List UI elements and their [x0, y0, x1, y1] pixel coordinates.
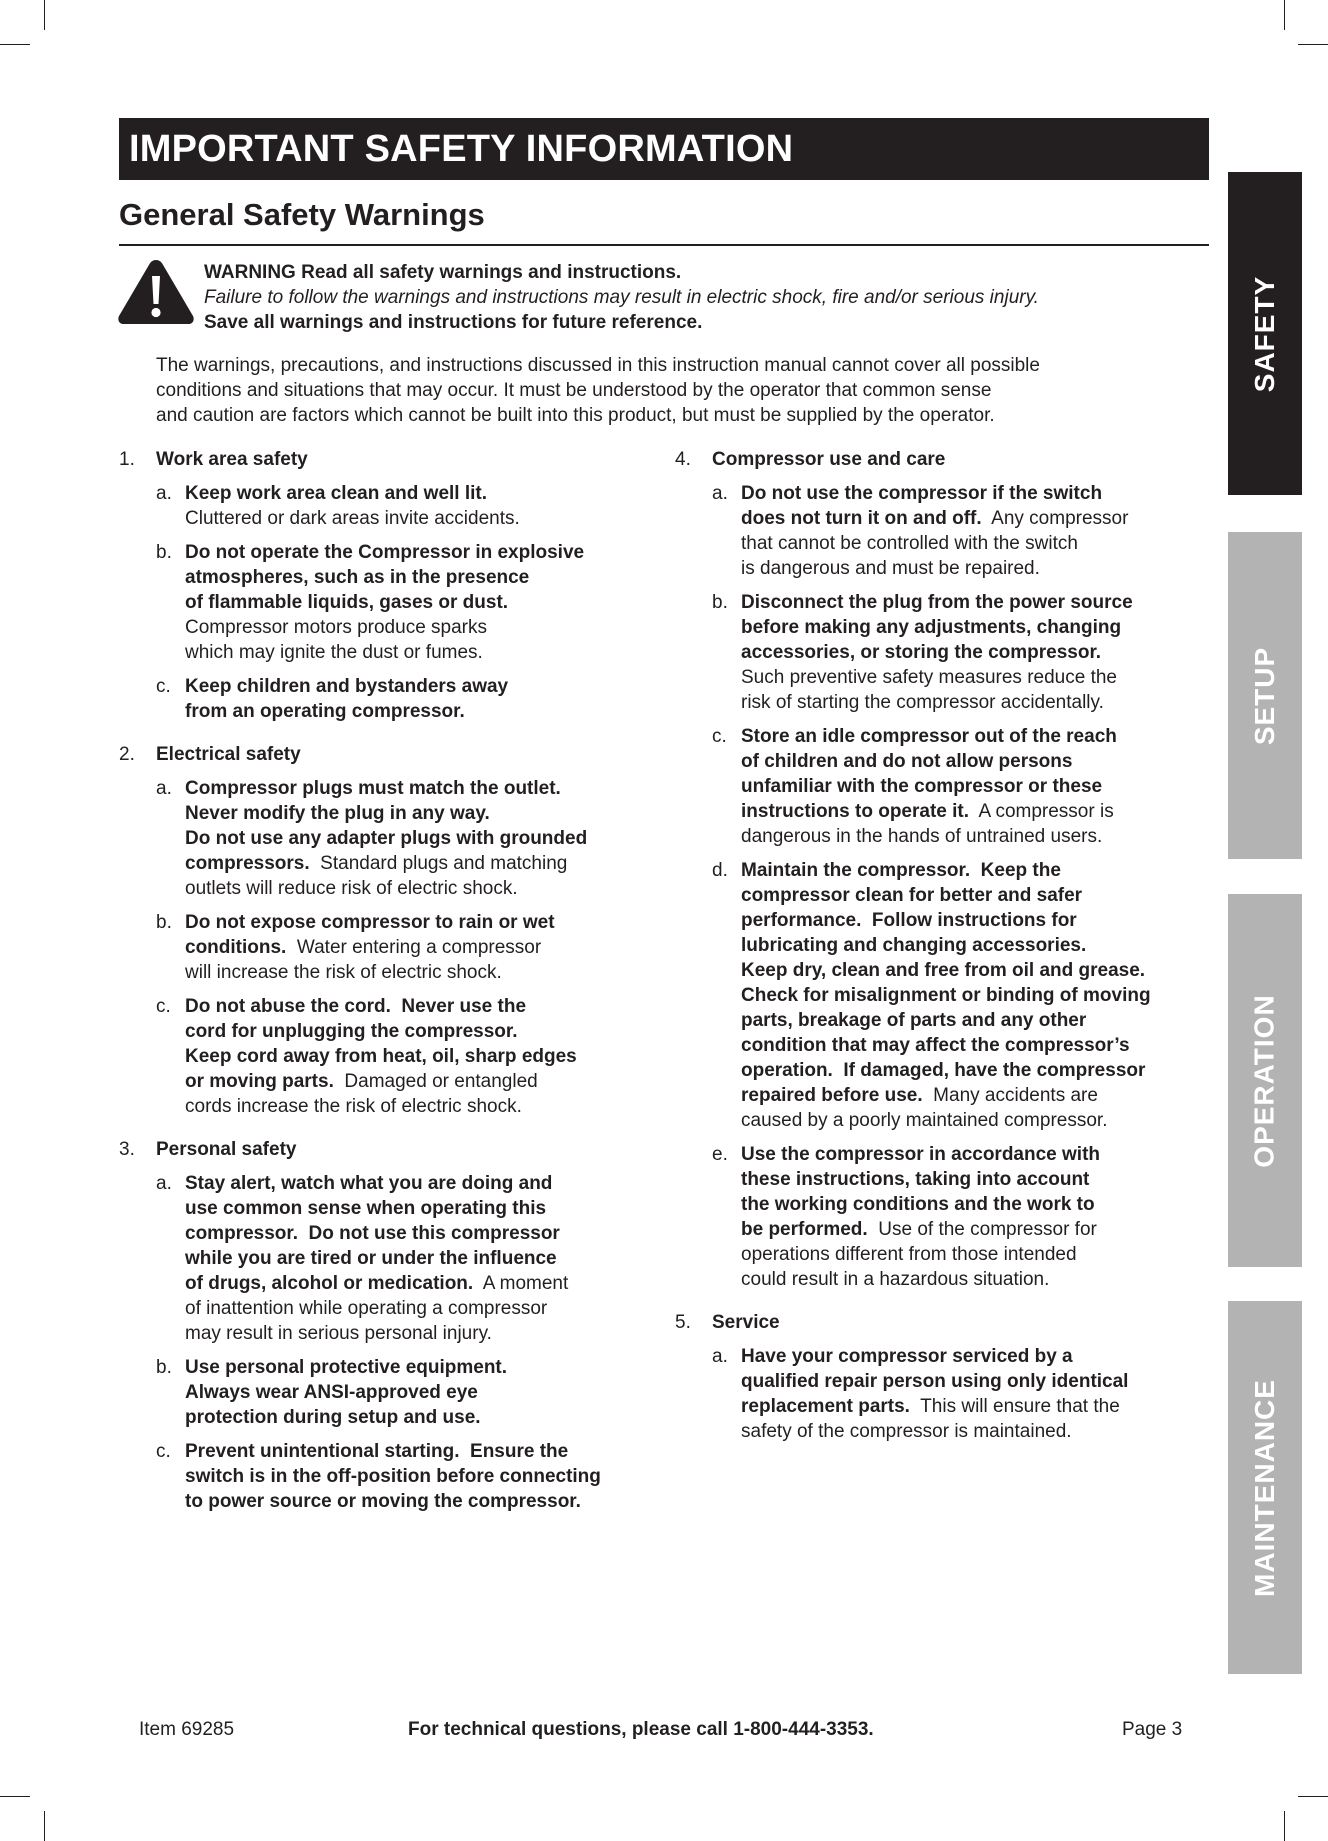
item-body-text: cords increase the risk of electric shock. — [185, 1096, 522, 1117]
item-letter: a. — [712, 483, 728, 504]
list-item — [712, 724, 1215, 849]
item-letter: b. — [156, 1357, 172, 1378]
item-line — [185, 1380, 659, 1405]
item-bold-text: from an operating compressor. — [185, 701, 465, 722]
item-bold-text: parts, breakage of parts and any other — [741, 1010, 1087, 1031]
item-line — [185, 565, 659, 590]
item-bold-text: Prevent unintentional starting. Ensure the — [185, 1441, 569, 1462]
item-line — [185, 506, 659, 531]
crop-mark — [1298, 44, 1328, 45]
item-bold-text: Never modify the plug in any way. — [185, 803, 490, 824]
list-item — [156, 776, 659, 901]
item-bold-text: qualified repair person using only identical — [741, 1371, 1129, 1392]
section-number: 4. — [675, 449, 691, 470]
item-line — [185, 801, 659, 826]
item-bold-text: Always wear ANSI-approved eye — [185, 1382, 478, 1403]
item-line — [741, 665, 1215, 690]
item-line — [185, 876, 659, 901]
item-letter: b. — [712, 592, 728, 613]
item-line — [741, 1083, 1215, 1108]
item-bold-text: Disconnect the plug from the power source — [741, 592, 1133, 613]
tab-label: SAFETY — [1249, 275, 1280, 392]
item-bold-text: be performed. — [741, 1219, 868, 1240]
item-body-text: which may ignite the dust or fumes. — [185, 642, 483, 663]
item-line — [185, 826, 659, 851]
tab-label: OPERATION — [1249, 993, 1281, 1168]
item-bold-text: before making any adjustments, changing — [741, 617, 1122, 638]
item-body-text: will increase the risk of electric shock. — [185, 962, 502, 983]
safety-section — [675, 447, 1215, 1292]
section-heading: Personal safety — [156, 1139, 297, 1160]
item-line — [741, 1108, 1215, 1133]
item-body-text: of inattention while operating a compressor — [185, 1298, 548, 1319]
item-letter: d. — [712, 860, 728, 881]
item-line — [185, 1489, 659, 1514]
item-body-text: risk of starting the compressor accidentally. — [741, 692, 1104, 713]
item-bold-text: instructions to operate it. — [741, 801, 970, 822]
item-bold-text: protection during setup and use. — [185, 1407, 481, 1428]
item-line — [185, 776, 659, 801]
item-line — [741, 1394, 1215, 1419]
crop-mark — [0, 44, 30, 45]
item-line — [741, 590, 1215, 615]
intro-line: The warnings, precautions, and instructions discussed in this instruction manual cannot cover all possible — [156, 355, 1040, 376]
item-line — [741, 858, 1215, 883]
item-body-text: is dangerous and must be repaired. — [741, 558, 1040, 579]
item-line — [185, 910, 659, 935]
item-line — [741, 824, 1215, 849]
item-line — [185, 590, 659, 615]
item-body-text: Compressor motors produce sparks — [185, 617, 487, 638]
item-line — [185, 1246, 659, 1271]
item-bold-text: condition that may affect the compressor’s — [741, 1035, 1130, 1056]
item-line — [741, 640, 1215, 665]
item-line — [741, 690, 1215, 715]
item-bold-text: cord for unplugging the compressor. — [185, 1021, 518, 1042]
item-line — [185, 1019, 659, 1044]
item-line — [741, 774, 1215, 799]
item-line — [741, 799, 1215, 824]
item-body-text: This will ensure that the — [909, 1396, 1120, 1417]
item-line — [741, 908, 1215, 933]
item-line — [741, 1008, 1215, 1033]
intro-paragraph — [156, 353, 1156, 428]
item-line — [741, 481, 1215, 506]
item-line — [185, 1094, 659, 1119]
list-item — [156, 994, 659, 1119]
item-line — [185, 540, 659, 565]
item-line — [185, 1271, 659, 1296]
item-line — [741, 615, 1215, 640]
right-column — [675, 447, 1215, 1462]
tab-operation[interactable] — [1228, 894, 1302, 1267]
item-line — [741, 556, 1215, 581]
item-bold-text: Check for misalignment or binding of moving — [741, 985, 1151, 1006]
item-body-text: Any compressor — [981, 508, 1129, 529]
footer-item-number: Item 69285 — [139, 1719, 235, 1740]
item-letter: a. — [712, 1346, 728, 1367]
crop-mark — [1298, 1796, 1328, 1797]
item-line — [185, 481, 659, 506]
safety-section — [119, 1137, 659, 1514]
item-line — [185, 960, 659, 985]
item-bold-text: Store an idle compressor out of the reach — [741, 726, 1117, 747]
list-item — [712, 1142, 1215, 1292]
item-body-text: may result in serious personal injury. — [185, 1323, 492, 1344]
crop-mark — [0, 1796, 30, 1797]
item-letter: c. — [156, 676, 171, 697]
warning-save-note: Save all warnings and instructions for future reference. — [204, 312, 703, 333]
item-body-text: operations different from those intended — [741, 1244, 1077, 1265]
item-bold-text: atmospheres, such as in the presence — [185, 567, 530, 588]
item-line — [185, 674, 659, 699]
item-bold-text: compressor clean for better and safer — [741, 885, 1083, 906]
item-line — [741, 724, 1215, 749]
item-body-text: could result in a hazardous situation. — [741, 1269, 1050, 1290]
section-number: 5. — [675, 1312, 691, 1333]
item-bold-text: Do not abuse the cord. Never use the — [185, 996, 527, 1017]
item-line — [741, 749, 1215, 774]
item-bold-text: repaired before use. — [741, 1085, 923, 1106]
item-line — [741, 1267, 1215, 1292]
item-bold-text: of flammable liquids, gases or dust. — [185, 592, 509, 613]
item-body-text: Standard plugs and matching — [309, 853, 568, 874]
list-item — [156, 481, 659, 531]
item-line — [741, 883, 1215, 908]
list-item — [156, 540, 659, 665]
item-bold-text: switch is in the off-position before connecting — [185, 1466, 601, 1487]
warning-heading: WARNING Read all safety warnings and instructions. — [204, 262, 682, 283]
item-letter: c. — [156, 1441, 171, 1462]
item-bold-text: accessories, or storing the compressor. — [741, 642, 1102, 663]
warning-block — [204, 260, 1204, 335]
item-bold-text: the working conditions and the work to — [741, 1194, 1095, 1215]
item-line — [185, 615, 659, 640]
item-line — [741, 1058, 1215, 1083]
item-bold-text: or moving parts. — [185, 1071, 334, 1092]
list-item — [156, 674, 659, 724]
tab-label: MAINTENANCE — [1249, 1378, 1281, 1597]
item-line — [185, 851, 659, 876]
list-item — [712, 858, 1215, 1133]
item-body-text: Water entering a compressor — [286, 937, 542, 958]
crop-mark — [44, 0, 45, 30]
item-bold-text: Keep work area clean and well lit. — [185, 483, 488, 504]
item-line — [185, 1296, 659, 1321]
item-bold-text: Stay alert, watch what you are doing and — [185, 1173, 553, 1194]
item-line — [741, 933, 1215, 958]
item-bold-text: Use personal protective equipment. — [185, 1357, 508, 1378]
item-line — [185, 1355, 659, 1380]
section-heading: Service — [712, 1312, 780, 1333]
item-line — [185, 1044, 659, 1069]
item-body-text: Such preventive safety measures reduce the — [741, 667, 1117, 688]
item-bold-text: these instructions, taking into account — [741, 1169, 1090, 1190]
item-line — [741, 1419, 1215, 1444]
item-line — [741, 1217, 1215, 1242]
item-bold-text: Keep children and bystanders away — [185, 676, 509, 697]
item-letter: a. — [156, 483, 172, 504]
item-bold-text: replacement parts. — [741, 1396, 910, 1417]
item-line — [741, 958, 1215, 983]
item-bold-text: Compressor plugs must match the outlet. — [185, 778, 561, 799]
title-rule — [119, 244, 1209, 246]
section-heading: Electrical safety — [156, 744, 301, 765]
footer-contact: For technical questions, please call 1-800-444-3353. — [408, 1719, 874, 1740]
safety-section — [675, 1310, 1215, 1444]
section-number: 3. — [119, 1139, 135, 1160]
item-body-text: safety of the compressor is maintained. — [741, 1421, 1072, 1442]
item-line — [185, 1405, 659, 1430]
item-line — [185, 994, 659, 1019]
safety-section — [119, 742, 659, 1119]
tab-setup[interactable] — [1228, 532, 1302, 859]
item-bold-text: of drugs, alcohol or medication. — [185, 1273, 474, 1294]
item-bold-text: while you are tired or under the influence — [185, 1248, 557, 1269]
item-bold-text: operation. If damaged, have the compressor — [741, 1060, 1146, 1081]
section-number: 1. — [119, 449, 135, 470]
item-letter: b. — [156, 542, 172, 563]
item-body-text: A moment — [473, 1273, 569, 1294]
crop-mark — [44, 1811, 45, 1841]
section-heading: Work area safety — [156, 449, 308, 470]
item-line — [185, 1196, 659, 1221]
item-line — [741, 1033, 1215, 1058]
item-body-text: Cluttered or dark areas invite accidents. — [185, 508, 520, 529]
list-item — [712, 1344, 1215, 1444]
item-body-text: outlets will reduce risk of electric shock. — [185, 878, 518, 899]
item-letter: a. — [156, 1173, 172, 1194]
item-bold-text: to power source or moving the compressor. — [185, 1491, 581, 1512]
item-line — [185, 1221, 659, 1246]
item-bold-text: Keep dry, clean and free from oil and grease. — [741, 960, 1146, 981]
item-bold-text: compressors. — [185, 853, 310, 874]
item-line — [185, 1321, 659, 1346]
item-line — [185, 1069, 659, 1094]
item-line — [741, 1167, 1215, 1192]
item-bold-text: conditions. — [185, 937, 287, 958]
item-bold-text: performance. Follow instructions for — [741, 910, 1077, 931]
item-letter: a. — [156, 778, 172, 799]
warning-triangle-icon — [117, 258, 195, 326]
item-line — [185, 1439, 659, 1464]
list-item — [156, 910, 659, 985]
tab-safety[interactable] — [1228, 172, 1302, 495]
section-title: General Safety Warnings — [119, 197, 485, 232]
item-body-text: A compressor is — [969, 801, 1114, 822]
item-bold-text: lubricating and changing accessories. — [741, 935, 1087, 956]
item-line — [185, 1171, 659, 1196]
item-bold-text: Maintain the compressor. Keep the — [741, 860, 1061, 881]
item-body-text: dangerous in the hands of untrained users. — [741, 826, 1103, 847]
list-item — [156, 1439, 659, 1514]
left-column — [119, 447, 659, 1532]
footer-page-number: Page 3 — [1122, 1719, 1183, 1740]
item-line — [741, 506, 1215, 531]
item-line — [741, 1369, 1215, 1394]
item-line — [741, 1142, 1215, 1167]
item-body-text: Many accidents are — [922, 1085, 1098, 1106]
safety-section — [119, 447, 659, 724]
item-bold-text: Have your compressor serviced by a — [741, 1346, 1073, 1367]
item-bold-text: Do not use the compressor if the switch — [741, 483, 1103, 504]
item-letter: e. — [712, 1144, 728, 1165]
warning-consequence: Failure to follow the warnings and instructions may result in electric shock, fire and/or serious injury. — [204, 287, 1039, 308]
item-bold-text: Do not operate the Compressor in explosive — [185, 542, 585, 563]
item-line — [741, 531, 1215, 556]
item-bold-text: of children and do not allow persons — [741, 751, 1073, 772]
item-body-text: Damaged or entangled — [333, 1071, 538, 1092]
item-body-text: caused by a poorly maintained compressor. — [741, 1110, 1108, 1131]
tab-maintenance[interactable] — [1228, 1301, 1302, 1674]
item-letter: b. — [156, 912, 172, 933]
crop-mark — [1284, 0, 1285, 30]
crop-mark — [1284, 1811, 1285, 1841]
item-line — [741, 1344, 1215, 1369]
item-bold-text: Do not use any adapter plugs with grounded — [185, 828, 588, 849]
section-heading: Compressor use and care — [712, 449, 946, 470]
list-item — [712, 481, 1215, 581]
item-bold-text: compressor. Do not use this compressor — [185, 1223, 560, 1244]
intro-line: and caution are factors which cannot be built into this product, but must be supplied by the operator. — [156, 405, 995, 426]
item-letter: c. — [156, 996, 171, 1017]
item-line — [185, 1464, 659, 1489]
item-line — [741, 1192, 1215, 1217]
section-number: 2. — [119, 744, 135, 765]
item-line — [185, 699, 659, 724]
item-bold-text: unfamiliar with the compressor or these — [741, 776, 1103, 797]
list-item — [712, 590, 1215, 715]
page-banner: IMPORTANT SAFETY INFORMATION — [119, 118, 1209, 180]
item-line — [185, 640, 659, 665]
item-bold-text: Use the compressor in accordance with — [741, 1144, 1101, 1165]
item-line — [741, 1242, 1215, 1267]
item-letter: c. — [712, 726, 727, 747]
intro-line: conditions and situations that may occur. It must be understood by the operator that common sense — [156, 380, 992, 401]
item-bold-text: use common sense when operating this — [185, 1198, 547, 1219]
list-item — [156, 1171, 659, 1346]
item-bold-text: Do not expose compressor to rain or wet — [185, 912, 555, 933]
item-line — [185, 935, 659, 960]
tab-label: SETUP — [1249, 646, 1281, 745]
list-item — [156, 1355, 659, 1430]
item-bold-text: Keep cord away from heat, oil, sharp edges — [185, 1046, 577, 1067]
item-line — [741, 983, 1215, 1008]
item-body-text: that cannot be controlled with the switch — [741, 533, 1078, 554]
item-bold-text: does not turn it on and off. — [741, 508, 982, 529]
item-body-text: Use of the compressor for — [867, 1219, 1097, 1240]
